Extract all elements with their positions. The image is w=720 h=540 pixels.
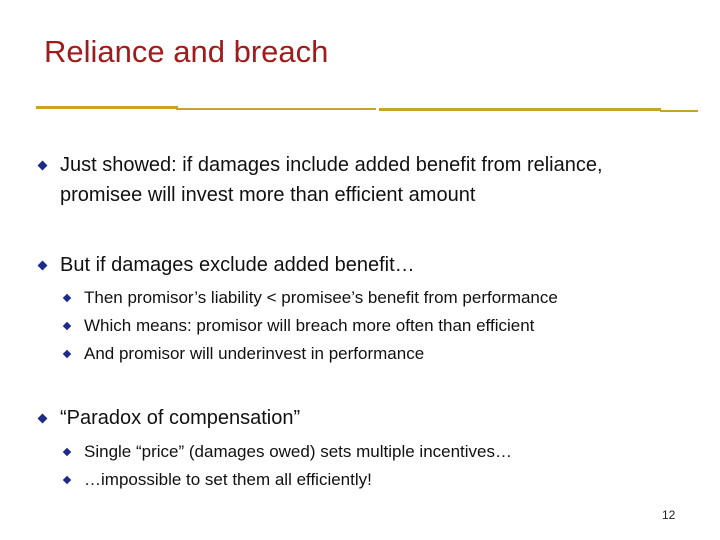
sub-bullet-text: And promisor will underinvest in performance: [84, 344, 425, 363]
diamond-bullet-icon: [63, 350, 71, 358]
title-underline: [379, 108, 661, 111]
sub-bullet-text: Which means: promisor will breach more often than efficient: [84, 316, 535, 335]
diamond-bullet-icon: [63, 294, 71, 302]
sub-bullet-text: Single “price” (damages owed) sets multiple incentives…: [84, 442, 513, 461]
title-underline: [36, 106, 178, 109]
bullet-text: “Paradox of compensation”: [60, 407, 301, 429]
diamond-bullet-icon: [38, 161, 48, 171]
title-underline: [176, 108, 376, 110]
slide-title: Reliance and breach: [44, 34, 329, 69]
page-number: 12: [662, 508, 676, 522]
diamond-bullet-icon: [63, 322, 71, 330]
diamond-bullet-icon: [63, 448, 71, 456]
title-underline: [660, 110, 698, 112]
bullet-text: But if damages exclude added benefit…: [60, 254, 415, 276]
diamond-bullet-icon: [38, 414, 48, 424]
bullet-text: Just showed: if damages include added benefit from reliance, promisee will invest more than efficient amount: [60, 154, 603, 206]
diamond-bullet-icon: [63, 476, 71, 484]
diamond-bullet-icon: [38, 261, 48, 271]
sub-bullet-text: …impossible to set them all efficiently!: [84, 470, 372, 489]
sub-bullet-text: Then promisor’s liability < promisee’s benefit from performance: [84, 288, 558, 307]
